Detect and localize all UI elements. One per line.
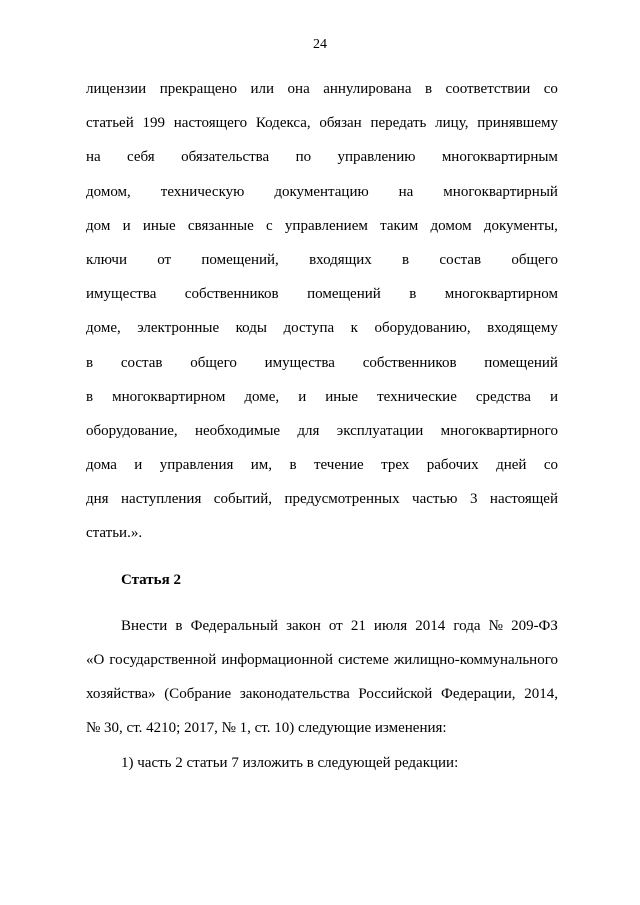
- word: многоквартирного: [440, 422, 558, 439]
- word: наступления: [121, 491, 202, 508]
- word: информационной: [221, 652, 334, 668]
- word: №: [488, 617, 503, 634]
- word: Федеральный: [190, 617, 278, 634]
- word: в: [175, 617, 183, 634]
- text-line: [86, 72, 558, 106]
- word: помещений,: [201, 251, 279, 268]
- word: 199: [142, 115, 166, 132]
- word: домом,: [86, 183, 131, 200]
- word: многоквартирном: [444, 286, 558, 303]
- word: дня: [86, 491, 109, 508]
- paragraph-1: [86, 72, 558, 516]
- word: в: [409, 286, 417, 303]
- text-line: 1) часть 2 статьи 7 изложить в следующей редакции:: [121, 754, 459, 771]
- word: принявшему: [477, 115, 558, 132]
- word: системе: [338, 652, 389, 668]
- word: или: [250, 81, 275, 97]
- article-heading: Статья 2: [121, 571, 181, 588]
- word: многоквартирным: [441, 149, 558, 166]
- word: 209-ФЗ: [511, 617, 558, 634]
- word: событий,: [213, 491, 273, 508]
- word: иные: [142, 217, 176, 234]
- word: настоящего: [173, 115, 248, 132]
- text-line: [86, 277, 558, 311]
- page-number: 24: [313, 37, 327, 52]
- word: 21: [350, 617, 366, 634]
- word: состав: [120, 354, 163, 371]
- word: техническую: [160, 183, 245, 200]
- word: таким: [380, 217, 419, 234]
- word: 2014: [415, 617, 446, 634]
- word: она: [287, 81, 310, 97]
- word: и: [549, 388, 558, 405]
- word: соответствии: [445, 81, 531, 97]
- word: собственников: [362, 354, 457, 371]
- word: в: [86, 388, 94, 405]
- text-line: [86, 209, 558, 243]
- word: обязательства: [181, 149, 270, 166]
- text-line: [86, 609, 558, 643]
- word: течение: [313, 457, 364, 474]
- word: прекращено: [159, 81, 238, 97]
- word: государственной: [109, 652, 217, 668]
- word: необходимые: [194, 422, 281, 439]
- text-line: [86, 448, 558, 482]
- word: имущества: [86, 286, 157, 303]
- word: жилищно-коммунального: [393, 652, 558, 668]
- word: Российской: [358, 686, 433, 703]
- word: от: [328, 617, 343, 634]
- word: статьей: [86, 115, 134, 132]
- word: предусмотренных: [284, 491, 400, 508]
- word: настоящей: [489, 491, 558, 508]
- text-line: [86, 643, 558, 677]
- word: года: [453, 617, 481, 634]
- word: рабочих: [426, 457, 479, 474]
- word: домом: [430, 217, 472, 234]
- text-line: [86, 482, 558, 516]
- word: себя: [127, 149, 155, 166]
- word: июля: [373, 617, 408, 634]
- word: помещений: [307, 286, 381, 303]
- word: аннулирована: [323, 81, 412, 97]
- word: иные: [325, 388, 359, 405]
- word: и: [122, 217, 131, 234]
- paragraph-1-last-line: [86, 516, 558, 550]
- word: на: [398, 183, 414, 200]
- word: средства: [475, 388, 531, 405]
- word: дом: [86, 217, 111, 234]
- word: доме,: [86, 320, 121, 337]
- word: ключи: [86, 251, 127, 268]
- list-item-1: [86, 746, 558, 780]
- word: управления: [159, 457, 234, 474]
- word: трех: [381, 457, 410, 474]
- word: лицензии: [86, 81, 147, 97]
- word: дома: [86, 457, 117, 474]
- text-line: [86, 677, 558, 711]
- word: оборудование,: [86, 422, 178, 439]
- word: в: [289, 457, 297, 474]
- word: 2014,: [524, 686, 558, 703]
- paragraph-2: [86, 609, 558, 780]
- word: доме,: [244, 388, 280, 405]
- word: для: [297, 422, 320, 439]
- word: управлением: [284, 217, 368, 234]
- word: состав: [439, 251, 482, 268]
- text-line: [86, 140, 558, 174]
- word: «О: [86, 652, 105, 668]
- word: к: [350, 320, 358, 337]
- word: со: [543, 457, 558, 474]
- text-line: № 30, ст. 4210; 2017, № 1, ст. 10) следующие изменения:: [86, 720, 447, 737]
- word: в: [86, 354, 94, 371]
- word: передать: [370, 115, 427, 132]
- word: общего: [511, 251, 558, 268]
- word: со: [543, 81, 558, 97]
- word: коды: [235, 320, 267, 337]
- word: в: [402, 251, 410, 268]
- word: документы,: [483, 217, 558, 234]
- word: частью: [412, 491, 458, 508]
- word: входящему: [487, 320, 558, 337]
- word: лицу,: [435, 115, 469, 132]
- word: технические: [377, 388, 457, 405]
- word: имущества: [264, 354, 335, 371]
- word: многоквартирный: [443, 183, 558, 200]
- word: управлению: [337, 149, 416, 166]
- word: по: [295, 149, 312, 166]
- paragraph-2-lines: [86, 609, 558, 712]
- word: документацию: [274, 183, 369, 200]
- word: хозяйства»: [86, 686, 156, 703]
- text-line: [86, 175, 558, 209]
- word: с: [266, 217, 273, 234]
- word: (Собрание: [164, 686, 232, 703]
- text-line: [86, 414, 558, 448]
- word: Внести: [121, 617, 168, 634]
- word: им,: [250, 457, 273, 474]
- word: Федерации,: [440, 686, 516, 703]
- text-line: [86, 243, 558, 277]
- word: закон: [286, 617, 321, 634]
- word: связанные: [187, 217, 254, 234]
- word: оборудованию,: [374, 320, 471, 337]
- word: доступа: [283, 320, 335, 337]
- word: и: [298, 388, 307, 405]
- word: Кодекса,: [255, 115, 311, 132]
- word: на: [86, 149, 101, 166]
- word: входящих: [309, 251, 372, 268]
- text-line: [86, 346, 558, 380]
- word: многоквартирном: [112, 388, 226, 405]
- text-line: [86, 311, 558, 345]
- text-line: [86, 380, 558, 414]
- word: от: [157, 251, 172, 268]
- word: общего: [190, 354, 237, 371]
- word: электронные: [137, 320, 220, 337]
- text-line: [86, 106, 558, 140]
- word: помещений: [484, 354, 558, 371]
- document-body: [86, 72, 558, 780]
- paragraph-2-last-line: [86, 711, 558, 745]
- word: дней: [496, 457, 527, 474]
- word: в: [424, 81, 433, 97]
- word: и: [134, 457, 143, 474]
- text-line: статьи.».: [86, 525, 143, 542]
- word: 3: [469, 491, 478, 508]
- word: законодательства: [239, 686, 350, 703]
- word: эксплуатации: [336, 422, 424, 439]
- word: собственников: [184, 286, 279, 303]
- word: обязан: [319, 115, 362, 132]
